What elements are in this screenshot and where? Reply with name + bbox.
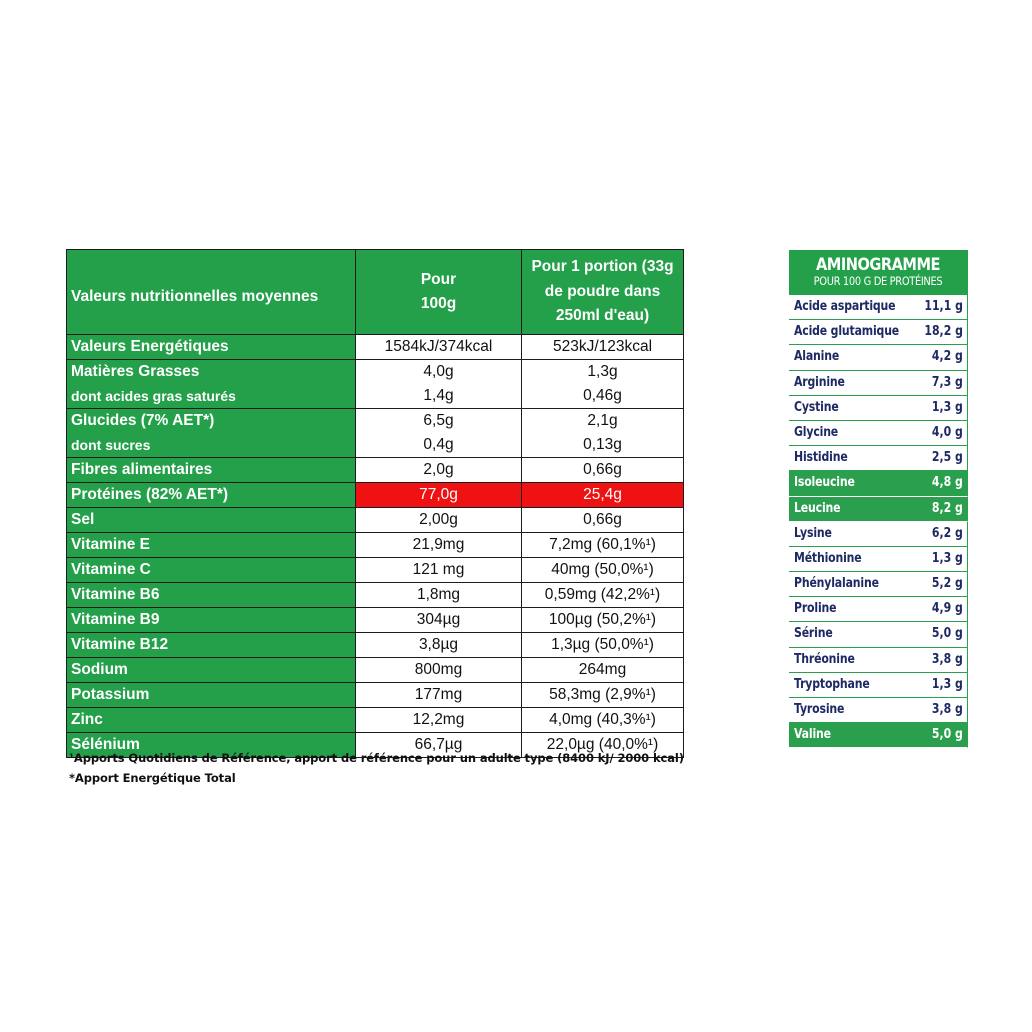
amino-acid-name: Acide glutamique xyxy=(794,324,900,340)
amino-acid-name: Isoleucine xyxy=(794,475,855,491)
aminogramme-list xyxy=(789,295,968,748)
value-per-portion: 0,59mg (42,2%¹) xyxy=(522,583,684,608)
value-per-100g: 2,00g xyxy=(356,508,522,533)
nutrition-row xyxy=(67,533,684,558)
amino-acid-name: Tryptophane xyxy=(794,676,870,692)
amino-acid-value: 3,8 g xyxy=(932,702,963,717)
row-label: Vitamine B6 xyxy=(67,583,356,608)
amino-acid-value: 4,0 g xyxy=(932,424,963,440)
value-per-portion: 0,66g xyxy=(522,508,684,533)
value-per-100g: 12,2mg xyxy=(356,708,522,733)
amino-acid-value: 7,3 g xyxy=(932,374,963,390)
amino-acid-name: Thréonine xyxy=(794,651,855,667)
value-per-100g: 21,9mg xyxy=(356,533,522,558)
amino-acid-row xyxy=(789,597,968,622)
amino-acid-value: 8,2 g xyxy=(932,500,963,516)
nutrition-row xyxy=(67,683,684,708)
sub-value-per-100g: 0,4g xyxy=(423,436,454,453)
value-per-100g: 66,7µg xyxy=(356,733,522,758)
amino-acid-row xyxy=(789,497,968,522)
value-per-portion: 40mg (50,0%¹) xyxy=(522,558,684,583)
value-per-100g: 77,0g xyxy=(356,483,522,508)
value-per-100g: 177mg xyxy=(356,683,522,708)
row-label: Zinc xyxy=(67,708,356,733)
amino-acid-name: Lysine xyxy=(794,525,832,541)
row-label: Vitamine E xyxy=(67,533,356,558)
amino-acid-row xyxy=(789,345,968,370)
value-per-portion: 1,3g xyxy=(587,363,618,380)
header-per-100g xyxy=(356,250,522,335)
value-per-100g: 1584kJ/374kcal xyxy=(356,335,522,360)
amino-acid-name: Leucine xyxy=(794,500,841,516)
amino-acid-name: Méthionine xyxy=(794,550,862,566)
value-per-100g: 2,0g xyxy=(356,458,522,483)
amino-acid-row xyxy=(789,622,968,647)
nutrition-row xyxy=(67,360,684,409)
amino-acid-value: 2,5 g xyxy=(932,450,963,466)
aminogramme-title: AMINOGRAMME xyxy=(816,255,940,275)
value-per-100g: 4,0g xyxy=(423,363,454,380)
nutrition-header-row xyxy=(67,250,684,335)
sub-value-per-portion: 0,46g xyxy=(583,387,622,404)
amino-acid-name: Acide aspartique xyxy=(794,299,896,314)
amino-acid-row xyxy=(789,648,968,673)
nutrition-table xyxy=(66,249,684,758)
amino-acid-value: 5,2 g xyxy=(932,576,963,592)
nutrition-row xyxy=(67,458,684,483)
row-label: Sodium xyxy=(67,658,356,683)
amino-acid-name: Sérine xyxy=(794,626,833,642)
row-sub-label: dont sucres xyxy=(71,437,151,453)
amino-acid-row xyxy=(789,421,968,446)
value-per-portion: 523kJ/123kcal xyxy=(522,335,684,360)
amino-acid-value: 4,9 g xyxy=(932,601,963,617)
value-per-100g-group xyxy=(356,360,522,409)
header-label: Valeurs nutritionnelles moyennes xyxy=(67,250,356,335)
value-per-portion: 25,4g xyxy=(522,483,684,508)
value-per-portion: 1,3µg (50,0%¹) xyxy=(522,633,684,658)
amino-acid-value: 11,1 g xyxy=(924,299,963,314)
amino-acid-row xyxy=(789,522,968,547)
row-label: Sel xyxy=(67,508,356,533)
amino-acid-value: 6,2 g xyxy=(932,525,963,541)
nutrition-row xyxy=(67,583,684,608)
value-per-portion: 58,3mg (2,9%¹) xyxy=(522,683,684,708)
amino-acid-row xyxy=(789,698,968,723)
nutrition-row xyxy=(67,409,684,458)
amino-acid-name: Proline xyxy=(794,601,837,617)
value-per-100g: 1,8mg xyxy=(356,583,522,608)
amino-acid-value: 18,2 g xyxy=(924,324,963,340)
value-per-100g: 121 mg xyxy=(356,558,522,583)
amino-acid-name: Cystine xyxy=(794,399,839,415)
value-per-100g: 800mg xyxy=(356,658,522,683)
row-label: Protéines (82% AET*) xyxy=(67,483,356,508)
value-per-portion-group xyxy=(522,360,684,409)
header-per-100g-text: Pour 100g xyxy=(420,270,457,312)
nutrition-row xyxy=(67,708,684,733)
row-label: Vitamine B9 xyxy=(67,608,356,633)
value-per-portion: 100µg (50,2%¹) xyxy=(522,608,684,633)
value-per-portion: 4,0mg (40,3%¹) xyxy=(522,708,684,733)
amino-acid-value: 1,3 g xyxy=(932,676,963,692)
value-per-100g: 3,8µg xyxy=(356,633,522,658)
amino-acid-name: Phénylalanine xyxy=(794,576,879,592)
amino-acid-name: Arginine xyxy=(794,374,845,390)
row-label: Sélénium xyxy=(67,733,356,758)
amino-acid-value: 4,2 g xyxy=(932,349,963,365)
amino-acid-row xyxy=(789,547,968,572)
aminogramme-header xyxy=(789,250,968,295)
amino-acid-value: 1,3 g xyxy=(932,399,963,415)
amino-acid-row xyxy=(789,723,968,748)
row-label: Glucides (7% AET*) xyxy=(71,412,215,429)
row-label: Fibres alimentaires xyxy=(67,458,356,483)
nutrition-row xyxy=(67,508,684,533)
amino-acid-row xyxy=(789,320,968,345)
aminogramme-subtitle: POUR 100 G DE PROTÉINES xyxy=(813,274,943,288)
value-per-portion-group xyxy=(522,409,684,458)
amino-acid-row xyxy=(789,446,968,471)
value-per-portion: 22,0µg (40,0%¹) xyxy=(522,733,684,758)
nutrition-row xyxy=(67,335,684,360)
row-label: Valeurs Energétiques xyxy=(67,335,356,360)
value-per-portion: 264mg xyxy=(522,658,684,683)
row-label: Vitamine B12 xyxy=(67,633,356,658)
nutrition-row xyxy=(67,658,684,683)
value-per-100g: 6,5g xyxy=(423,412,454,429)
nutrition-row-highlighted xyxy=(67,483,684,508)
sub-value-per-100g: 1,4g xyxy=(423,387,454,404)
row-label-group xyxy=(67,360,356,409)
value-per-portion: 7,2mg (60,1%¹) xyxy=(522,533,684,558)
row-label: Potassium xyxy=(67,683,356,708)
nutrition-row xyxy=(67,558,684,583)
amino-acid-value: 5,0 g xyxy=(932,626,963,642)
amino-acid-row xyxy=(789,673,968,698)
row-label: Vitamine C xyxy=(67,558,356,583)
sub-value-per-portion: 0,13g xyxy=(583,436,622,453)
header-per-portion: Pour 1 portion (33g de poudre dans 250ml d'eau) xyxy=(522,250,684,335)
value-per-portion: 2,1g xyxy=(587,412,618,429)
amino-acid-row xyxy=(789,295,968,320)
footnote-total-energy: *Apport Energétique Total xyxy=(69,771,236,785)
row-label: Matières Grasses xyxy=(71,363,200,380)
amino-acid-name: Valine xyxy=(794,727,831,743)
amino-acid-row xyxy=(789,371,968,396)
amino-acid-value: 3,8 g xyxy=(932,651,963,667)
nutrition-row xyxy=(67,608,684,633)
amino-acid-name: Glycine xyxy=(794,424,839,440)
amino-acid-value: 5,0 g xyxy=(932,727,963,743)
amino-acid-value: 4,8 g xyxy=(932,475,963,491)
amino-acid-name: Alanine xyxy=(794,349,840,365)
aminogramme-panel xyxy=(789,250,968,748)
value-per-portion: 0,66g xyxy=(522,458,684,483)
row-sub-label: dont acides gras saturés xyxy=(71,388,236,404)
amino-acid-name: Tyrosine xyxy=(794,702,845,717)
row-label-group xyxy=(67,409,356,458)
amino-acid-row xyxy=(789,471,968,496)
amino-acid-name: Histidine xyxy=(794,450,848,466)
nutrition-row xyxy=(67,633,684,658)
amino-acid-row xyxy=(789,396,968,421)
footnote-reference-intake: ¹Apports Quotidiens de Référence, apport de référence pour un adulte type (8400 kJ/ 2000 kcal) xyxy=(69,751,684,765)
value-per-100g: 304µg xyxy=(356,608,522,633)
amino-acid-row xyxy=(789,572,968,597)
amino-acid-value: 1,3 g xyxy=(932,550,963,566)
value-per-100g-group xyxy=(356,409,522,458)
